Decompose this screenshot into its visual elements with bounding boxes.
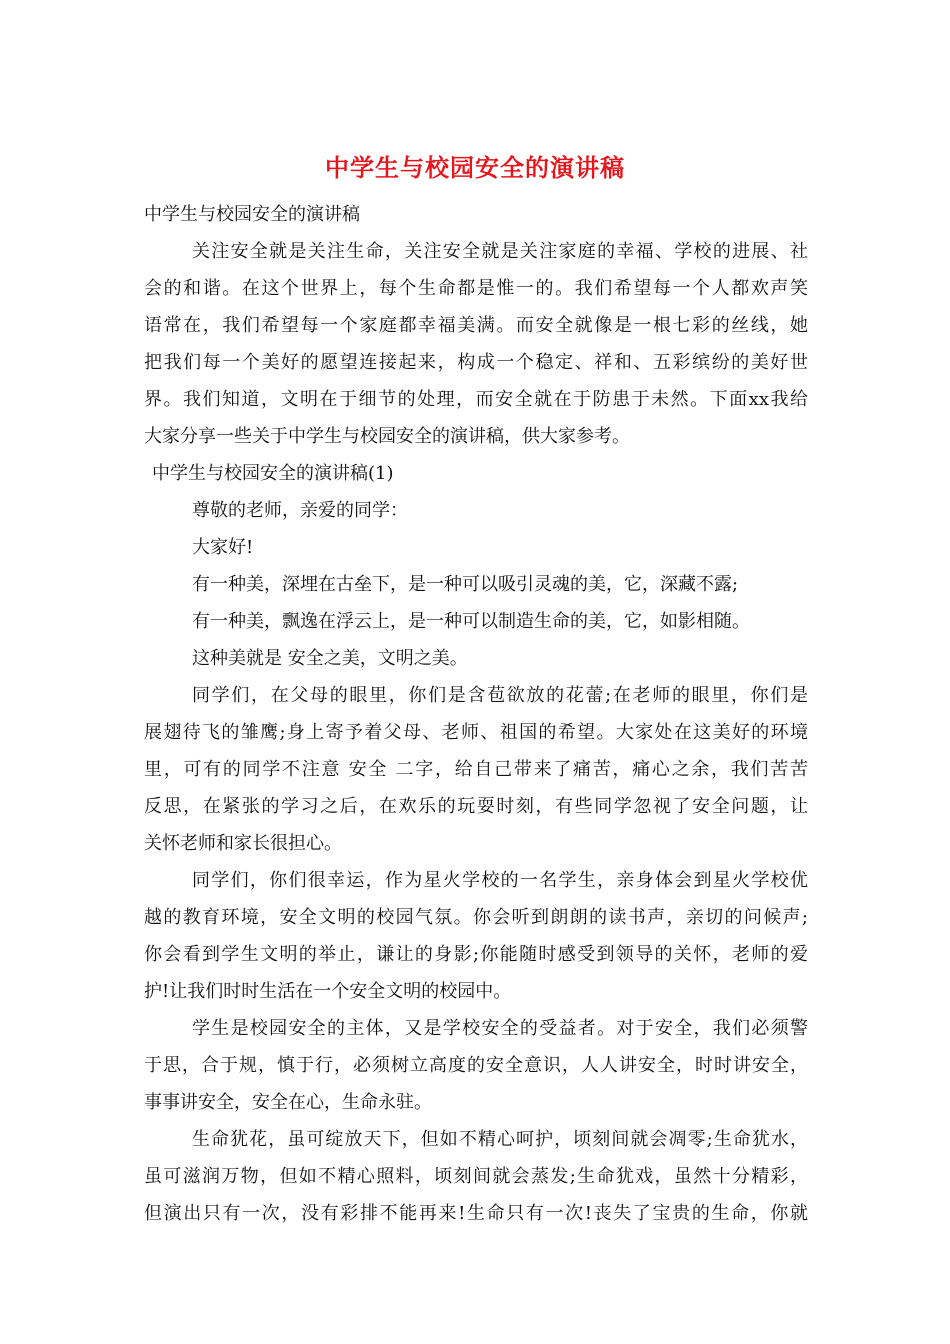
paragraph-line: 学生是校园安全的主体，又是学校安全的受益者。对于安全，我们必须警 bbox=[192, 1018, 808, 1039]
paragraph-line: 事事讲安全，安全在心，生命永驻。 bbox=[144, 1092, 432, 1113]
greeting: 尊敬的老师，亲爱的同学： bbox=[192, 500, 408, 521]
document-title: 中学生与校园安全的演讲稿 bbox=[325, 153, 625, 182]
paragraph-line: 同学们，你们很幸运，作为星火学校的一名学生，亲身体会到星火学校优 bbox=[192, 870, 808, 891]
paragraph-line: 于思，合于规，慎于行，必须树立高度的安全意识，人人讲安全，时时讲安全， bbox=[144, 1055, 808, 1076]
intro-line: 会的和谐。在这个世界上，每个生命都是惟一的。我们希望每一个人都欢声笑 bbox=[144, 278, 808, 299]
intro-line: 大家分享一些关于中学生与校园安全的演讲稿，供大家参考。 bbox=[144, 426, 630, 447]
paragraph-line: 护!让我们时时生活在一个安全文明的校园中。 bbox=[144, 981, 512, 1002]
intro-line: 语常在，我们希望每一个家庭都幸福美满。而安全就像是一根七彩的丝线，她 bbox=[144, 315, 808, 336]
document-body bbox=[144, 196, 808, 1232]
paragraph-line: 你会看到学生文明的举止，谦让的身影;你能随时感受到领导的关怀，老师的爱 bbox=[144, 944, 808, 965]
subtitle: 中学生与校园安全的演讲稿 bbox=[144, 204, 360, 225]
paragraph-line: 但演出只有一次，没有彩排不能再来!生命只有一次!丧失了宝贵的生命，你就 bbox=[144, 1203, 808, 1224]
hello-line: 大家好! bbox=[192, 537, 254, 558]
beauty-line: 有一种美，深埋在古垒下，是一种可以吸引灵魂的美，它，深藏不露; bbox=[192, 574, 739, 595]
intro-line: 把我们每一个美好的愿望连接起来，构成一个稳定、祥和、五彩缤纷的美好世 bbox=[144, 352, 808, 373]
paragraph-line: 生命犹花，虽可绽放天下，但如不精心呵护，顷刻间就会凋零;生命犹水， bbox=[192, 1129, 808, 1150]
paragraph-line: 关怀老师和家长很担心。 bbox=[144, 833, 342, 854]
intro-line: 界。我们知道，文明在于细节的处理，而安全就在于防患于未然。下面xx我给 bbox=[144, 389, 808, 410]
beauty-line: 这种美就是 安全之美，文明之美。 bbox=[192, 648, 468, 669]
paragraph-line: 里，可有的同学不注意 安全 二字，给自己带来了痛苦，痛心之余，我们苦苦 bbox=[144, 759, 808, 780]
paragraph-line: 反思，在紧张的学习之后，在欢乐的玩耍时刻，有些同学忽视了安全问题，让 bbox=[144, 796, 808, 817]
section-heading: 中学生与校园安全的演讲稿(1) bbox=[152, 463, 394, 484]
paragraph-line: 越的教育环境，安全文明的校园气氛。你会听到朗朗的读书声，亲切的问候声; bbox=[144, 907, 808, 928]
paragraph-line: 同学们，在父母的眼里，你们是含苞欲放的花蕾;在老师的眼里，你们是 bbox=[192, 685, 808, 706]
paragraph-line: 虽可滋润万物，但如不精心照料，顷刻间就会蒸发;生命犹戏，虽然十分精彩， bbox=[144, 1166, 808, 1187]
beauty-line: 有一种美，飘逸在浮云上，是一种可以制造生命的美，它，如影相随。 bbox=[192, 611, 750, 632]
intro-line: 关注安全就是关注生命，关注安全就是关注家庭的幸福、学校的进展、社 bbox=[192, 241, 808, 262]
paragraph-line: 展翅待飞的雏鹰;身上寄予着父母、老师、祖国的希望。大家处在这美好的环境 bbox=[144, 722, 808, 743]
